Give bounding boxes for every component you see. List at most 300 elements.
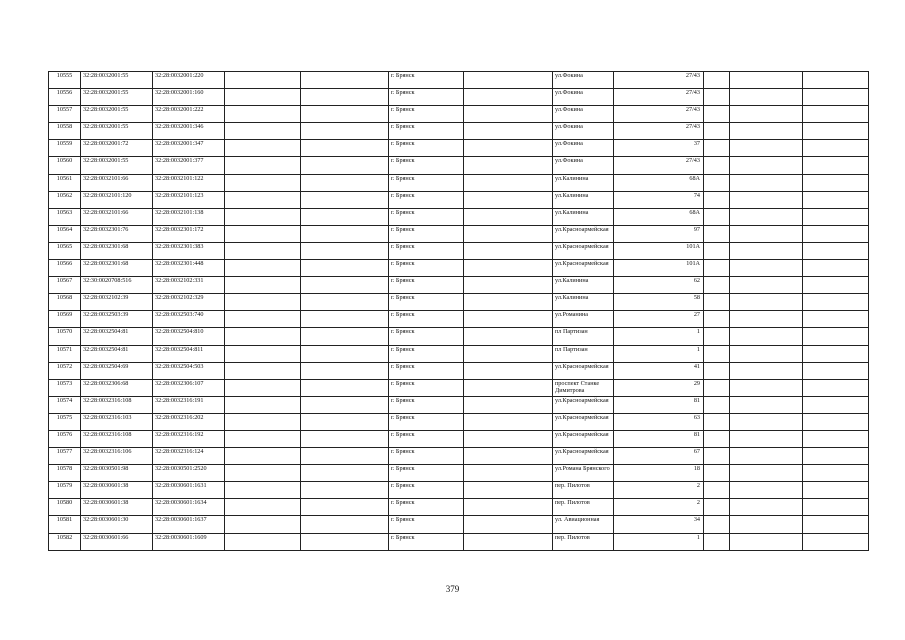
city-cell: г. Брянск bbox=[389, 277, 464, 294]
empty-cell bbox=[704, 533, 730, 550]
empty-cell bbox=[730, 379, 803, 396]
empty-cell bbox=[704, 362, 730, 379]
record-number-cell: 10560 bbox=[49, 157, 81, 174]
empty-cell bbox=[464, 533, 553, 550]
empty-cell bbox=[704, 516, 730, 533]
parcel-cadastral-number-cell: 32:28:0030601:38 bbox=[81, 499, 153, 516]
record-number-cell: 10577 bbox=[49, 448, 81, 465]
house-number-cell: 101А bbox=[614, 260, 704, 277]
empty-cell bbox=[464, 174, 553, 191]
house-number-cell: 27/43 bbox=[614, 106, 704, 123]
empty-cell bbox=[704, 311, 730, 328]
empty-cell bbox=[464, 260, 553, 277]
house-number-cell: 41 bbox=[614, 362, 704, 379]
empty-cell bbox=[301, 225, 389, 242]
empty-cell bbox=[803, 499, 869, 516]
record-number-cell: 10575 bbox=[49, 413, 81, 430]
record-number-cell: 10581 bbox=[49, 516, 81, 533]
empty-cell bbox=[803, 157, 869, 174]
empty-cell bbox=[704, 208, 730, 225]
object-cadastral-number-cell: 32:28:0030601:1637 bbox=[153, 516, 225, 533]
empty-cell bbox=[803, 328, 869, 345]
empty-cell bbox=[464, 191, 553, 208]
empty-cell bbox=[730, 191, 803, 208]
table-row bbox=[49, 482, 869, 499]
city-cell: г. Брянск bbox=[389, 140, 464, 157]
house-number-cell: 101А bbox=[614, 242, 704, 259]
empty-cell bbox=[464, 294, 553, 311]
object-cadastral-number-cell: 32:28:0030601:1631 bbox=[153, 482, 225, 499]
empty-cell bbox=[704, 157, 730, 174]
street-cell: пер. Пилотов bbox=[553, 482, 614, 499]
empty-cell bbox=[464, 516, 553, 533]
street-cell: пл Партизан bbox=[553, 345, 614, 362]
city-cell: г. Брянск bbox=[389, 465, 464, 482]
object-cadastral-number-cell: 32:28:0030501:2520 bbox=[153, 465, 225, 482]
street-cell: ул.Красноармейская bbox=[553, 448, 614, 465]
empty-cell bbox=[301, 123, 389, 140]
record-number-cell: 10559 bbox=[49, 140, 81, 157]
city-cell: г. Брянск bbox=[389, 499, 464, 516]
empty-cell bbox=[225, 294, 301, 311]
record-number-cell: 10579 bbox=[49, 482, 81, 499]
parcel-cadastral-number-cell: 32:28:0032316:108 bbox=[81, 396, 153, 413]
empty-cell bbox=[704, 260, 730, 277]
empty-cell bbox=[803, 362, 869, 379]
object-cadastral-number-cell: 32:28:0032301:448 bbox=[153, 260, 225, 277]
object-cadastral-number-cell: 32:28:0032301:172 bbox=[153, 225, 225, 242]
empty-cell bbox=[464, 362, 553, 379]
record-number-cell: 10562 bbox=[49, 191, 81, 208]
city-cell: г. Брянск bbox=[389, 157, 464, 174]
object-cadastral-number-cell: 32:28:0032301:383 bbox=[153, 242, 225, 259]
empty-cell bbox=[225, 362, 301, 379]
empty-cell bbox=[464, 448, 553, 465]
empty-cell bbox=[301, 277, 389, 294]
empty-cell bbox=[803, 208, 869, 225]
empty-cell bbox=[225, 311, 301, 328]
empty-cell bbox=[730, 482, 803, 499]
empty-cell bbox=[225, 379, 301, 396]
parcel-cadastral-number-cell: 32:28:0032101:66 bbox=[81, 208, 153, 225]
empty-cell bbox=[301, 448, 389, 465]
empty-cell bbox=[730, 277, 803, 294]
empty-cell bbox=[464, 465, 553, 482]
record-number-cell: 10561 bbox=[49, 174, 81, 191]
house-number-cell: 18 bbox=[614, 465, 704, 482]
empty-cell bbox=[730, 362, 803, 379]
record-number-cell: 10565 bbox=[49, 242, 81, 259]
empty-cell bbox=[803, 140, 869, 157]
empty-cell bbox=[464, 345, 553, 362]
empty-cell bbox=[730, 242, 803, 259]
table-row bbox=[49, 379, 869, 396]
empty-cell bbox=[464, 123, 553, 140]
parcel-cadastral-number-cell: 32:28:0032504:81 bbox=[81, 328, 153, 345]
empty-cell bbox=[704, 106, 730, 123]
house-number-cell: 68А bbox=[614, 174, 704, 191]
street-cell: ул.Красноармейская bbox=[553, 225, 614, 242]
house-number-cell: 2 bbox=[614, 499, 704, 516]
empty-cell bbox=[225, 448, 301, 465]
empty-cell bbox=[803, 106, 869, 123]
empty-cell bbox=[301, 242, 389, 259]
parcel-cadastral-number-cell: 32:28:0032001:55 bbox=[81, 106, 153, 123]
street-cell: ул.Калинина bbox=[553, 277, 614, 294]
object-cadastral-number-cell: 32:28:0032306:107 bbox=[153, 379, 225, 396]
parcel-cadastral-number-cell: 32:28:0032001:72 bbox=[81, 140, 153, 157]
house-number-cell: 97 bbox=[614, 225, 704, 242]
city-cell: г. Брянск bbox=[389, 191, 464, 208]
empty-cell bbox=[803, 396, 869, 413]
empty-cell bbox=[301, 482, 389, 499]
table-row bbox=[49, 89, 869, 106]
empty-cell bbox=[464, 328, 553, 345]
city-cell: г. Брянск bbox=[389, 533, 464, 550]
house-number-cell: 62 bbox=[614, 277, 704, 294]
object-cadastral-number-cell: 32:28:0032101:122 bbox=[153, 174, 225, 191]
empty-cell bbox=[704, 72, 730, 89]
empty-cell bbox=[803, 72, 869, 89]
empty-cell bbox=[464, 379, 553, 396]
street-cell: ул.Фокина bbox=[553, 89, 614, 106]
empty-cell bbox=[730, 499, 803, 516]
empty-cell bbox=[225, 465, 301, 482]
record-number-cell: 10572 bbox=[49, 362, 81, 379]
house-number-cell: 27/43 bbox=[614, 89, 704, 106]
parcel-cadastral-number-cell: 32:30:0020708:516 bbox=[81, 277, 153, 294]
street-cell: ул.Красноармейская bbox=[553, 260, 614, 277]
empty-cell bbox=[464, 106, 553, 123]
empty-cell bbox=[301, 294, 389, 311]
empty-cell bbox=[225, 140, 301, 157]
street-cell: ул.Фокина bbox=[553, 72, 614, 89]
table-row bbox=[49, 533, 869, 550]
empty-cell bbox=[704, 191, 730, 208]
empty-cell bbox=[301, 89, 389, 106]
parcel-cadastral-number-cell: 32:28:0032504:81 bbox=[81, 345, 153, 362]
house-number-cell: 74 bbox=[614, 191, 704, 208]
city-cell: г. Брянск bbox=[389, 396, 464, 413]
empty-cell bbox=[225, 396, 301, 413]
city-cell: г. Брянск bbox=[389, 106, 464, 123]
empty-cell bbox=[301, 311, 389, 328]
empty-cell bbox=[301, 465, 389, 482]
empty-cell bbox=[464, 311, 553, 328]
empty-cell bbox=[803, 225, 869, 242]
empty-cell bbox=[803, 277, 869, 294]
table-row bbox=[49, 106, 869, 123]
table-row bbox=[49, 72, 869, 89]
empty-cell bbox=[464, 89, 553, 106]
empty-cell bbox=[803, 242, 869, 259]
registry-body bbox=[49, 72, 869, 551]
empty-cell bbox=[301, 140, 389, 157]
parcel-cadastral-number-cell: 32:28:0032503:39 bbox=[81, 311, 153, 328]
empty-cell bbox=[225, 413, 301, 430]
empty-cell bbox=[803, 191, 869, 208]
parcel-cadastral-number-cell: 32:28:0032001:55 bbox=[81, 72, 153, 89]
empty-cell bbox=[704, 277, 730, 294]
record-number-cell: 10571 bbox=[49, 345, 81, 362]
parcel-cadastral-number-cell: 32:28:0032301:68 bbox=[81, 260, 153, 277]
parcel-cadastral-number-cell: 32:28:0032301:76 bbox=[81, 225, 153, 242]
empty-cell bbox=[464, 140, 553, 157]
record-number-cell: 10558 bbox=[49, 123, 81, 140]
house-number-cell: 27/43 bbox=[614, 157, 704, 174]
empty-cell bbox=[301, 191, 389, 208]
house-number-cell: 34 bbox=[614, 516, 704, 533]
empty-cell bbox=[225, 123, 301, 140]
record-number-cell: 10576 bbox=[49, 430, 81, 447]
empty-cell bbox=[464, 396, 553, 413]
empty-cell bbox=[704, 89, 730, 106]
object-cadastral-number-cell: 32:28:0032102:329 bbox=[153, 294, 225, 311]
parcel-cadastral-number-cell: 32:28:0032316:106 bbox=[81, 448, 153, 465]
empty-cell bbox=[464, 72, 553, 89]
street-cell: ул.Красноармейская bbox=[553, 396, 614, 413]
empty-cell bbox=[464, 225, 553, 242]
city-cell: г. Брянск bbox=[389, 328, 464, 345]
city-cell: г. Брянск bbox=[389, 242, 464, 259]
table-row bbox=[49, 516, 869, 533]
object-cadastral-number-cell: 32:28:0032001:347 bbox=[153, 140, 225, 157]
city-cell: г. Брянск bbox=[389, 345, 464, 362]
empty-cell bbox=[803, 379, 869, 396]
empty-cell bbox=[225, 430, 301, 447]
street-cell: пл Партизан bbox=[553, 328, 614, 345]
empty-cell bbox=[225, 516, 301, 533]
table-row bbox=[49, 328, 869, 345]
house-number-cell: 67 bbox=[614, 448, 704, 465]
empty-cell bbox=[803, 482, 869, 499]
parcel-cadastral-number-cell: 32:28:0032316:103 bbox=[81, 413, 153, 430]
object-cadastral-number-cell: 32:28:0032504:811 bbox=[153, 345, 225, 362]
city-cell: г. Брянск bbox=[389, 448, 464, 465]
table-row bbox=[49, 174, 869, 191]
record-number-cell: 10573 bbox=[49, 379, 81, 396]
street-cell: ул. Авиационная bbox=[553, 516, 614, 533]
record-number-cell: 10578 bbox=[49, 465, 81, 482]
empty-cell bbox=[730, 396, 803, 413]
house-number-cell: 37 bbox=[614, 140, 704, 157]
record-number-cell: 10569 bbox=[49, 311, 81, 328]
empty-cell bbox=[704, 242, 730, 259]
parcel-cadastral-number-cell: 32:28:0032306:68 bbox=[81, 379, 153, 396]
empty-cell bbox=[301, 174, 389, 191]
empty-cell bbox=[225, 242, 301, 259]
empty-cell bbox=[704, 499, 730, 516]
table-row bbox=[49, 430, 869, 447]
empty-cell bbox=[464, 157, 553, 174]
empty-cell bbox=[803, 448, 869, 465]
table-row bbox=[49, 311, 869, 328]
parcel-cadastral-number-cell: 32:28:0032001:55 bbox=[81, 89, 153, 106]
table-row bbox=[49, 465, 869, 482]
empty-cell bbox=[225, 260, 301, 277]
empty-cell bbox=[803, 345, 869, 362]
empty-cell bbox=[730, 106, 803, 123]
record-number-cell: 10564 bbox=[49, 225, 81, 242]
empty-cell bbox=[803, 430, 869, 447]
empty-cell bbox=[225, 533, 301, 550]
empty-cell bbox=[730, 174, 803, 191]
object-cadastral-number-cell: 32:28:0032503:740 bbox=[153, 311, 225, 328]
empty-cell bbox=[704, 328, 730, 345]
empty-cell bbox=[225, 499, 301, 516]
house-number-cell: 1 bbox=[614, 533, 704, 550]
empty-cell bbox=[464, 499, 553, 516]
record-number-cell: 10580 bbox=[49, 499, 81, 516]
table-row bbox=[49, 242, 869, 259]
empty-cell bbox=[803, 516, 869, 533]
city-cell: г. Брянск bbox=[389, 72, 464, 89]
empty-cell bbox=[730, 413, 803, 430]
city-cell: г. Брянск bbox=[389, 123, 464, 140]
street-cell: ул.Фокина bbox=[553, 106, 614, 123]
empty-cell bbox=[464, 413, 553, 430]
table-row bbox=[49, 362, 869, 379]
city-cell: г. Брянск bbox=[389, 208, 464, 225]
empty-cell bbox=[301, 106, 389, 123]
empty-cell bbox=[301, 157, 389, 174]
city-cell: г. Брянск bbox=[389, 362, 464, 379]
empty-cell bbox=[225, 89, 301, 106]
parcel-cadastral-number-cell: 32:28:0032101:120 bbox=[81, 191, 153, 208]
object-cadastral-number-cell: 32:28:0032316:202 bbox=[153, 413, 225, 430]
empty-cell bbox=[730, 311, 803, 328]
record-number-cell: 10566 bbox=[49, 260, 81, 277]
empty-cell bbox=[730, 448, 803, 465]
parcel-cadastral-number-cell: 32:28:0030601:38 bbox=[81, 482, 153, 499]
empty-cell bbox=[301, 260, 389, 277]
object-cadastral-number-cell: 32:28:0032316:192 bbox=[153, 430, 225, 447]
empty-cell bbox=[730, 89, 803, 106]
empty-cell bbox=[704, 465, 730, 482]
empty-cell bbox=[730, 294, 803, 311]
empty-cell bbox=[464, 242, 553, 259]
record-number-cell: 10555 bbox=[49, 72, 81, 89]
house-number-cell: 27/43 bbox=[614, 72, 704, 89]
empty-cell bbox=[704, 140, 730, 157]
city-cell: г. Брянск bbox=[389, 294, 464, 311]
house-number-cell: 27/43 bbox=[614, 123, 704, 140]
street-cell: проспект Станке Димитрова bbox=[553, 379, 614, 396]
parcel-cadastral-number-cell: 32:28:0030501:98 bbox=[81, 465, 153, 482]
empty-cell bbox=[301, 328, 389, 345]
object-cadastral-number-cell: 32:28:0032102:331 bbox=[153, 277, 225, 294]
street-cell: ул.Романа Брянского bbox=[553, 465, 614, 482]
empty-cell bbox=[225, 277, 301, 294]
record-number-cell: 10556 bbox=[49, 89, 81, 106]
street-cell: ул.Красноармейская bbox=[553, 362, 614, 379]
table-row bbox=[49, 208, 869, 225]
empty-cell bbox=[301, 396, 389, 413]
empty-cell bbox=[225, 225, 301, 242]
table-row bbox=[49, 396, 869, 413]
city-cell: г. Брянск bbox=[389, 413, 464, 430]
empty-cell bbox=[704, 294, 730, 311]
table-row bbox=[49, 294, 869, 311]
empty-cell bbox=[730, 157, 803, 174]
empty-cell bbox=[225, 482, 301, 499]
empty-cell bbox=[704, 174, 730, 191]
street-cell: ул.Калинина bbox=[553, 208, 614, 225]
object-cadastral-number-cell: 32:28:0032316:191 bbox=[153, 396, 225, 413]
record-number-cell: 10574 bbox=[49, 396, 81, 413]
house-number-cell: 1 bbox=[614, 345, 704, 362]
empty-cell bbox=[704, 379, 730, 396]
empty-cell bbox=[803, 311, 869, 328]
street-cell: ул.Красноармейская bbox=[553, 413, 614, 430]
table-row bbox=[49, 157, 869, 174]
object-cadastral-number-cell: 32:28:0032001:160 bbox=[153, 89, 225, 106]
empty-cell bbox=[704, 448, 730, 465]
empty-cell bbox=[803, 294, 869, 311]
table-row bbox=[49, 225, 869, 242]
registry-table bbox=[48, 71, 869, 551]
empty-cell bbox=[301, 430, 389, 447]
city-cell: г. Брянск bbox=[389, 379, 464, 396]
street-cell: ул.Красноармейская bbox=[553, 242, 614, 259]
empty-cell bbox=[301, 345, 389, 362]
table-row bbox=[49, 277, 869, 294]
object-cadastral-number-cell: 32:28:0032504:503 bbox=[153, 362, 225, 379]
object-cadastral-number-cell: 32:28:0032001:222 bbox=[153, 106, 225, 123]
city-cell: г. Брянск bbox=[389, 260, 464, 277]
empty-cell bbox=[803, 123, 869, 140]
street-cell: ул.Фокина bbox=[553, 157, 614, 174]
parcel-cadastral-number-cell: 32:28:0032504:69 bbox=[81, 362, 153, 379]
empty-cell bbox=[704, 225, 730, 242]
parcel-cadastral-number-cell: 32:28:0032001:55 bbox=[81, 157, 153, 174]
city-cell: г. Брянск bbox=[389, 174, 464, 191]
empty-cell bbox=[301, 516, 389, 533]
parcel-cadastral-number-cell: 32:28:0032001:55 bbox=[81, 123, 153, 140]
empty-cell bbox=[730, 123, 803, 140]
city-cell: г. Брянск bbox=[389, 225, 464, 242]
house-number-cell: 68А bbox=[614, 208, 704, 225]
empty-cell bbox=[225, 157, 301, 174]
table-row bbox=[49, 260, 869, 277]
city-cell: г. Брянск bbox=[389, 482, 464, 499]
empty-cell bbox=[225, 106, 301, 123]
empty-cell bbox=[301, 413, 389, 430]
empty-cell bbox=[225, 174, 301, 191]
empty-cell bbox=[704, 345, 730, 362]
empty-cell bbox=[704, 123, 730, 140]
object-cadastral-number-cell: 32:28:0032101:138 bbox=[153, 208, 225, 225]
table-row bbox=[49, 499, 869, 516]
city-cell: г. Брянск bbox=[389, 89, 464, 106]
street-cell: ул.Фокина bbox=[553, 140, 614, 157]
empty-cell bbox=[464, 208, 553, 225]
object-cadastral-number-cell: 32:28:0032101:123 bbox=[153, 191, 225, 208]
empty-cell bbox=[301, 379, 389, 396]
empty-cell bbox=[803, 413, 869, 430]
object-cadastral-number-cell: 32:28:0032001:377 bbox=[153, 157, 225, 174]
record-number-cell: 10563 bbox=[49, 208, 81, 225]
empty-cell bbox=[464, 430, 553, 447]
parcel-cadastral-number-cell: 32:28:0032101:66 bbox=[81, 174, 153, 191]
empty-cell bbox=[730, 260, 803, 277]
parcel-cadastral-number-cell: 32:28:0030601:30 bbox=[81, 516, 153, 533]
street-cell: ул.Калинина bbox=[553, 191, 614, 208]
city-cell: г. Брянск bbox=[389, 430, 464, 447]
record-number-cell: 10568 bbox=[49, 294, 81, 311]
table-row bbox=[49, 140, 869, 157]
empty-cell bbox=[730, 225, 803, 242]
